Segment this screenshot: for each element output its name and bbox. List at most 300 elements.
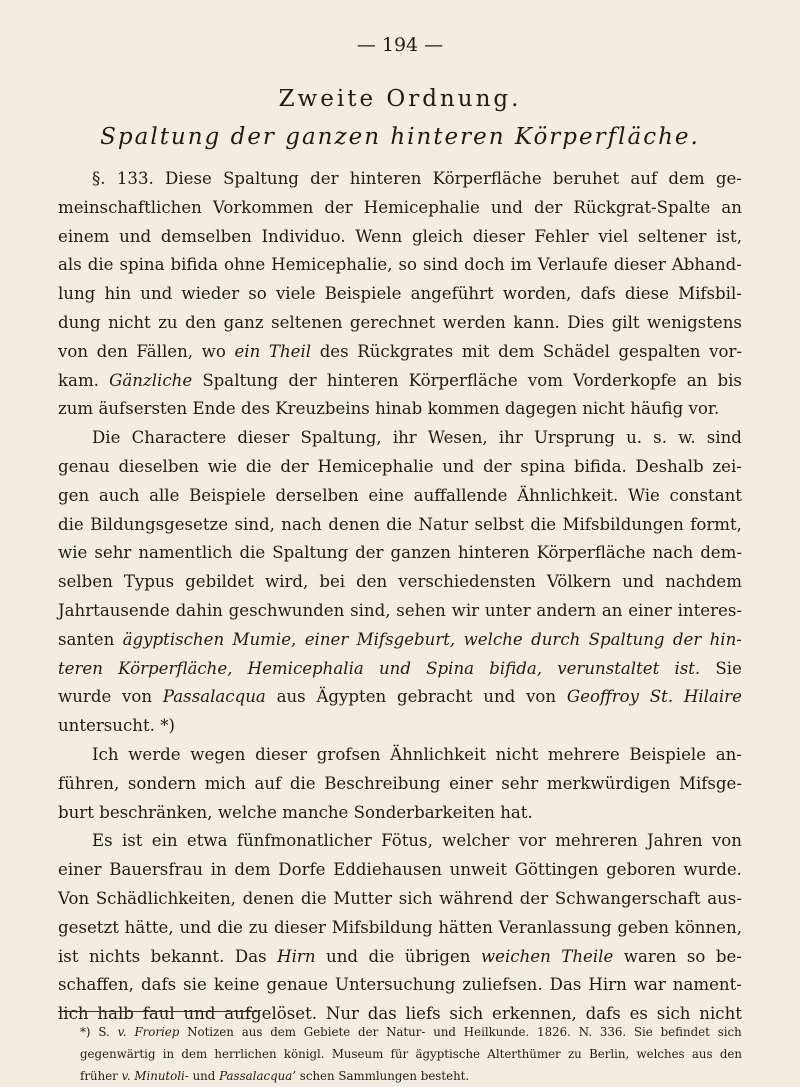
word: der (533, 197, 563, 217)
body-line (58, 539, 742, 568)
word: w. (678, 428, 696, 448)
word: und (622, 572, 655, 592)
word: sehr (501, 773, 539, 793)
word: Beispiele (629, 744, 707, 764)
section-subheading: Spaltung der ganzen hinteren Körperfläche. (100, 124, 700, 150)
word: dem (181, 1047, 208, 1061)
word: zum (58, 399, 94, 419)
body-line (58, 309, 742, 338)
word: schaffen, (58, 975, 134, 995)
body-line (58, 165, 742, 194)
word: nach (652, 543, 694, 563)
word: Heilkunde. (463, 1025, 530, 1039)
word: kam. (58, 370, 99, 390)
word: zuliefsen. (462, 975, 543, 995)
body-line (58, 367, 742, 396)
word: von (122, 687, 153, 707)
word: als (58, 255, 82, 275)
word: nicht (108, 312, 151, 332)
word: dem (234, 860, 271, 880)
word: S. (98, 1025, 110, 1039)
word: sind (706, 428, 742, 448)
word: Hemicephalia (247, 658, 364, 678)
word: §. (92, 169, 106, 188)
word: andern (536, 600, 597, 620)
word: der (672, 629, 702, 649)
word: Sonderbarkeiten (353, 802, 495, 822)
word: Mifsge- (678, 773, 742, 793)
word: dem (668, 169, 705, 188)
word: zu (567, 1047, 582, 1061)
word: Rückgrates (357, 341, 454, 361)
footnote-line (58, 1043, 742, 1065)
word: v. (121, 1069, 131, 1083)
word: an (686, 370, 708, 390)
word: sind (422, 255, 459, 275)
word: hätte, (124, 917, 174, 937)
word: denen (328, 514, 380, 534)
word: ägyptischen (122, 629, 225, 649)
word: die (386, 514, 413, 534)
word: Sie (633, 1025, 653, 1039)
word: Natur (418, 514, 469, 534)
word: spina (119, 255, 165, 275)
word: alle (149, 485, 180, 505)
word: seltener (637, 226, 707, 246)
word: königl. (283, 1047, 325, 1061)
word: vor (518, 831, 546, 851)
word: die (368, 946, 395, 966)
word: der (288, 370, 317, 390)
word: aus (691, 1047, 713, 1061)
word: ihr (392, 428, 417, 448)
word: und (183, 1004, 216, 1024)
word: selbst (474, 514, 524, 534)
word: dung (58, 312, 101, 332)
word: Charactere (131, 428, 227, 448)
word: nament- (672, 975, 742, 995)
word: Rückgrat-Spalte (573, 197, 711, 217)
word: burt (58, 802, 94, 822)
body-line (58, 626, 742, 655)
word: häufig (630, 399, 684, 419)
word: gerechnet (349, 312, 436, 332)
word: wir (451, 600, 480, 620)
word: kann. (513, 312, 560, 332)
word: dieser (613, 255, 666, 275)
word: Gänzliche (109, 370, 193, 390)
word: hätten (438, 917, 493, 937)
word: dem- (700, 543, 742, 563)
word: welches (636, 1047, 685, 1061)
word: Göttingen (514, 860, 599, 880)
body-line (58, 482, 742, 511)
word: Mifsbildung (331, 917, 433, 937)
word: Veranlassung (498, 917, 612, 937)
word: Körperfläche, (118, 658, 233, 678)
word: v. (117, 1025, 127, 1039)
word: werde (128, 744, 181, 764)
body-line (58, 827, 742, 856)
word: Beispiele (189, 485, 266, 505)
word: einer (628, 600, 672, 620)
word: Ähnlichkeit (390, 744, 486, 764)
word: hinteren (349, 169, 422, 188)
word: Dies (567, 312, 605, 332)
word: sie (183, 975, 207, 995)
word: von (711, 831, 742, 851)
word: Spaltung (202, 370, 279, 390)
word: santen (58, 629, 115, 649)
word: zu (158, 312, 178, 332)
word: die (239, 543, 266, 563)
word: aus (241, 1025, 263, 1039)
word: Schädel (542, 341, 610, 361)
word: mit (461, 341, 490, 361)
word: Alterthümer (487, 1047, 561, 1061)
word: und (119, 226, 152, 246)
word: *) (160, 716, 175, 736)
word: Bauersfrau (109, 860, 203, 880)
word: denen (242, 888, 295, 908)
word: Ursprung (533, 428, 615, 448)
word: ohne (223, 255, 266, 275)
word: lung (58, 284, 96, 304)
word: ganz (223, 312, 264, 332)
word: in (162, 1047, 175, 1061)
word: lich (58, 1004, 89, 1024)
word: Spina (426, 658, 475, 678)
word: das (367, 1004, 397, 1024)
word: wird, (264, 572, 309, 592)
word: mich (204, 773, 246, 793)
word: Untersuchung (335, 975, 456, 995)
footnote-line (58, 1065, 742, 1087)
word: auffallende (413, 485, 508, 505)
word: nicht (582, 399, 625, 419)
body-line (58, 741, 742, 770)
word: Spaltung (588, 629, 665, 649)
word: der (358, 1025, 379, 1039)
word: Minutoli- (134, 1069, 189, 1083)
word: erkennen, (492, 1004, 577, 1024)
word: Spaltung (272, 543, 349, 563)
word: Spaltung (223, 169, 299, 188)
word: manche (282, 802, 349, 822)
word: zu (248, 917, 269, 937)
word: geben (617, 917, 669, 937)
word: Diese (165, 169, 212, 188)
word: Mifsbildungen (562, 514, 684, 534)
word: beruhet (552, 169, 620, 188)
word: Jahren (646, 831, 703, 851)
word: vor- (709, 341, 742, 361)
word: formt, (690, 514, 742, 534)
word: den (356, 572, 388, 592)
word: einem (58, 226, 110, 246)
word: werden (442, 312, 506, 332)
word: untersucht. (58, 716, 155, 736)
word: Ich (92, 744, 119, 764)
word: besteht. (420, 1069, 470, 1083)
word: ist (58, 946, 79, 966)
word: Mifsbil- (678, 284, 742, 304)
word: Nur (325, 1004, 359, 1024)
word: übrigen (404, 946, 471, 966)
word: befindet (660, 1025, 710, 1039)
word: verunstaltet (557, 658, 660, 678)
word: aus- (707, 888, 742, 908)
word: schen (299, 1069, 335, 1083)
word: nichts (89, 946, 141, 966)
word: der (310, 169, 339, 188)
word: merkwürdigen (546, 773, 671, 793)
word: der (324, 197, 353, 217)
word: s. (653, 428, 667, 448)
word: im (510, 255, 532, 275)
word: und (179, 917, 212, 937)
word: und (442, 456, 475, 476)
word: Hilaire (683, 687, 742, 707)
word: gilt (611, 312, 640, 332)
word: unweit (449, 860, 508, 880)
word: sich (449, 1004, 484, 1024)
word: sich (656, 1004, 691, 1024)
word: an- (715, 744, 742, 764)
word: St. (649, 687, 674, 707)
word: *) (80, 1025, 91, 1039)
word: waren (623, 946, 677, 966)
word: nicht (699, 1004, 742, 1024)
body-line (58, 568, 742, 597)
word: bifida (170, 255, 218, 275)
word: genau (58, 456, 110, 476)
word: viel (598, 226, 629, 246)
body-line (58, 338, 742, 367)
word: vom (527, 370, 563, 390)
word: und (192, 1069, 216, 1083)
word: hat. (500, 802, 533, 822)
word: gebracht (396, 687, 473, 707)
word: gespalten (618, 341, 701, 361)
word: äufsersten (98, 399, 188, 419)
word: Beschreibung (324, 773, 441, 793)
word: ihr (498, 428, 523, 448)
word: Mifsgeburt, (356, 629, 456, 649)
word: Mutter (333, 888, 393, 908)
word: an (601, 600, 623, 620)
word: Fehler (534, 226, 589, 246)
word: teren (58, 658, 103, 678)
word: des (241, 399, 270, 419)
word: liefs (405, 1004, 441, 1024)
word: welche (463, 629, 523, 649)
word: Hirn (588, 975, 627, 995)
word: dieser (237, 428, 290, 448)
word: Theile (561, 946, 614, 966)
word: dafs (585, 1004, 621, 1024)
word: fünfmonatlicher (236, 831, 372, 851)
footnote-rule (58, 1011, 258, 1012)
word: sind, (234, 514, 275, 534)
word: der (519, 888, 549, 908)
word: die (245, 456, 272, 476)
word: Sammlungen (338, 1069, 417, 1083)
word: sich (398, 888, 433, 908)
word: unter (484, 600, 531, 620)
word: Körperfläche (536, 543, 646, 563)
word: bifida. (573, 456, 627, 476)
word: den (96, 341, 128, 361)
word: und (140, 284, 173, 304)
word: doch (464, 255, 505, 275)
word: für (390, 1047, 409, 1061)
word: ganzen (390, 543, 451, 563)
body-line (58, 971, 742, 1000)
word: worden, (502, 284, 572, 304)
word: grofsen (316, 744, 381, 764)
word: aufgelöset. (224, 1004, 318, 1024)
word: Körperfläche (408, 370, 518, 390)
word: den (719, 1047, 742, 1061)
word: diese (624, 284, 669, 304)
word: Hemicephalie (363, 197, 480, 217)
word: und (326, 946, 359, 966)
word: von (58, 341, 89, 361)
page-number: — 194 — (356, 34, 444, 56)
word: Froriep (134, 1025, 180, 1039)
word: so (686, 946, 706, 966)
word: mehreren (555, 831, 638, 851)
word: viele (275, 284, 316, 304)
word: der (483, 456, 512, 476)
body-line (58, 943, 742, 972)
word: seltenen (271, 312, 343, 332)
word: Es (92, 831, 113, 851)
word: die (289, 773, 316, 793)
body-line (58, 453, 742, 482)
word: und (378, 658, 411, 678)
word: Eddiehausen (333, 860, 442, 880)
word: gen (58, 485, 90, 505)
word: Dorfe (278, 860, 326, 880)
word: wo (201, 341, 226, 361)
body-line (58, 655, 742, 684)
word: Natur- (386, 1025, 426, 1039)
word: bis (717, 370, 742, 390)
word: Wie (627, 485, 660, 505)
word: Kreuzbeins (275, 399, 370, 419)
word: beschränken, (99, 802, 213, 822)
word: vor. (688, 399, 720, 419)
word: faul (142, 1004, 175, 1024)
word: Beispiele (324, 284, 402, 304)
word: Mumie, (232, 629, 297, 649)
word: wegen (190, 744, 246, 764)
word: sehen (396, 600, 446, 620)
word: es (629, 1004, 648, 1024)
word: aus (276, 687, 306, 707)
word: 1826. (537, 1025, 571, 1039)
word: Schädlichkeiten, (95, 888, 236, 908)
word: wie (207, 456, 238, 476)
word: Vorkommen (212, 197, 314, 217)
word: die (217, 917, 243, 937)
word: der (355, 543, 384, 563)
word: Passalacqua’ (219, 1069, 297, 1083)
word: Abhand- (671, 255, 742, 275)
word: hinteren (326, 370, 399, 390)
word: gebildet (185, 572, 254, 592)
body-line (58, 770, 742, 799)
word: Theil (268, 341, 312, 361)
word: dafs (140, 975, 177, 995)
word: hinteren (457, 543, 530, 563)
word: eine (368, 485, 404, 505)
word: Fällen, (136, 341, 194, 361)
word: ein (151, 831, 178, 851)
body-line (58, 597, 742, 626)
word: Museum (331, 1047, 384, 1061)
word: kommen (427, 399, 500, 419)
word: Von (58, 888, 90, 908)
word: die (530, 514, 557, 534)
word: wurde. (683, 860, 742, 880)
word: ist, (716, 226, 742, 246)
body-line (58, 194, 742, 223)
body-line (58, 683, 742, 712)
word: wie (58, 543, 88, 563)
word: sehr (94, 543, 132, 563)
word: u. (626, 428, 643, 448)
word: früher (80, 1069, 118, 1083)
word: Vorderkopfe (573, 370, 677, 390)
body-line (58, 280, 742, 309)
body-line (58, 712, 742, 741)
word: durch (531, 629, 581, 649)
word: Sie (715, 658, 742, 678)
word: spina (520, 456, 566, 476)
word: Fötus, (381, 831, 433, 851)
word: Berlin, (589, 1047, 630, 1061)
word: mehrere (547, 744, 620, 764)
word: bekannt. (150, 946, 225, 966)
body-line (58, 885, 742, 914)
word: geschwunden (228, 600, 345, 620)
word: sind, (350, 600, 391, 620)
word: die (87, 255, 114, 275)
word: dieser (255, 744, 308, 764)
word: den (185, 312, 217, 332)
word: nachdem (665, 572, 742, 592)
word: dem (498, 341, 535, 361)
word: und (490, 197, 523, 217)
word: nach (281, 514, 322, 534)
word: Notizen (187, 1025, 234, 1039)
body-line (58, 799, 742, 828)
word: gesetzt (58, 917, 119, 937)
word: sich (717, 1025, 742, 1039)
word: Wesen, (427, 428, 488, 448)
word: Individuo. (261, 226, 346, 246)
word: so (248, 284, 267, 304)
word: constant (669, 485, 742, 505)
word: auf (630, 169, 658, 188)
word: Bildungsgesetze (90, 514, 229, 534)
word: können, (674, 917, 742, 937)
word: Ägypten (316, 687, 387, 707)
word: Körperfläche (432, 169, 542, 188)
